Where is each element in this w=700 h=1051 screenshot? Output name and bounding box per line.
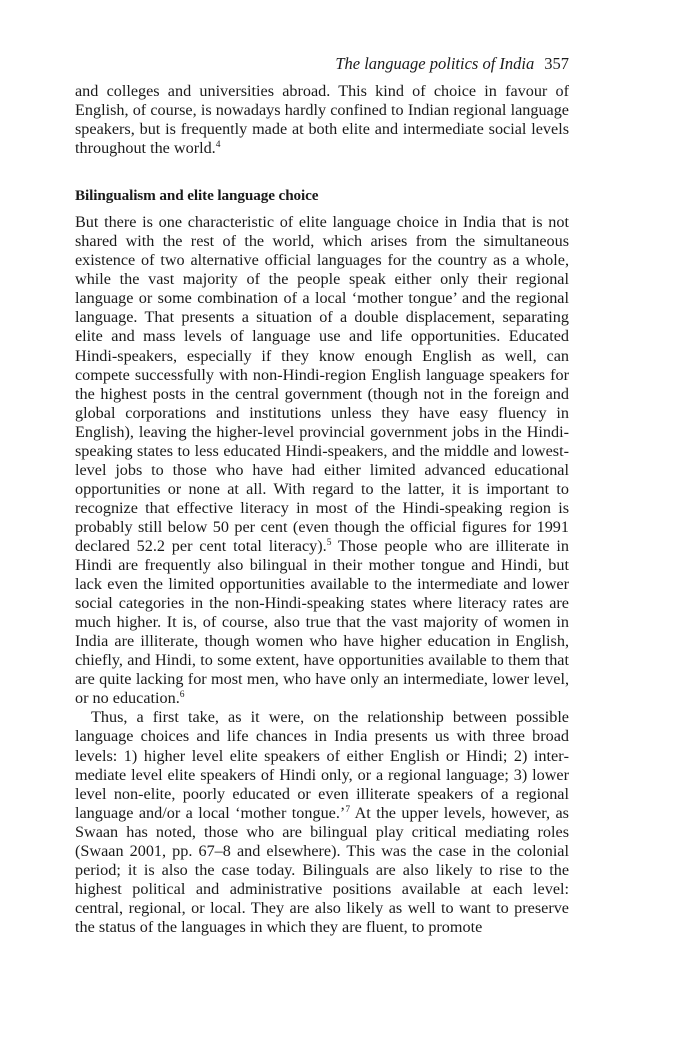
paragraph-text: Thus, a first take, as it were, on the relationship between possible language choices and life chances in India presents us with three broad levels: 1) higher level elite speakers of either English or Hindi; 2) intermediate level elite speakers of Hindi only, or a regional language; 3) lower level non-elite, poorly educated or even illiterate speakers of a regional language and/or a local ‘mother tongue.’ [75, 708, 569, 822]
paragraph-text: Those people who are illiterate in Hindi are frequently also bilingual in their mother tongue and Hindi, but lack even the limited opportunities available to the intermediate and lower social categories in the non-Hindi-speaking states where literacy rates are much higher. It is, of course, also true that the vast majority of women in India are illiterate, though women who have higher education in English, chiefly, and Hindi, to some extent, have opportunities available to them that are quite lacking for most men, who have only an intermediate, lower level, or no education. [75, 536, 570, 708]
page-number: 357 [544, 54, 569, 73]
footnote-ref-4: 4 [215, 140, 221, 151]
running-head [335, 54, 569, 74]
footnote-ref-7: 7 [345, 804, 351, 815]
body-text [75, 82, 569, 937]
paragraph-text: At the upper levels, however, as Swaan has noted, those who are bilingual play critical mediating roles (Swaan 2001, pp. 67–8 and elsewhere). This was the case in the colonial period; it is also the case today. Bilinguals are also likely to rise to the highest political and administrative positions available at each level: central, regional, or local. They are also likely as well to want to preserve the status of the languages in which they are fluent, to promote [75, 803, 569, 936]
paragraph-bilingualism [75, 213, 569, 708]
paragraph-text: and colleges and universities abroad. This kind of choice in favour of English, of course, is nowadays hardly confined to Indian regional language speakers, but is frequently made at both elite and intermediate social levels throughout the world. [75, 82, 569, 158]
paragraph-three-levels [75, 708, 569, 937]
paragraph-text: But there is one characteristic of elite language choice in India that is not shared with the rest of the world, which arises from the simultaneous existence of two alternative official languages for the country as a whole, while the vast majority of the people speak either only their regional language or some combination of a local ‘mother tongue’ and the regional language. That presents a situation of a double displacement, separating elite and mass levels of language use and life opportunities. Educated Hindi-speakers, especially if they know enough English as well, can compete successfully with non-Hindi-region English language speakers for the highest posts in the central government (though not in the foreign and global corporations and institutions unless they have easy fluency in English), leaving the higher-level provincial government jobs in the Hindi-speaking states to less educated Hindi-speakers, and the middle and lowest-level jobs to those who have had either limited advanced educational opportunities or none at all. With regard to the latter, it is important to recognize that effective literacy in most of the Hindi-speaking region is probably still below 50 per cent (even though the official figures for 1991 declared 52.2 per cent total literacy). [75, 213, 569, 555]
section-heading: Bilingualism and elite language choice [75, 187, 319, 205]
running-head-title: The language politics of India [335, 54, 535, 73]
footnote-ref-5: 5 [326, 537, 332, 548]
footnote-ref-6: 6 [179, 690, 185, 701]
paragraph-continuation [75, 82, 569, 158]
